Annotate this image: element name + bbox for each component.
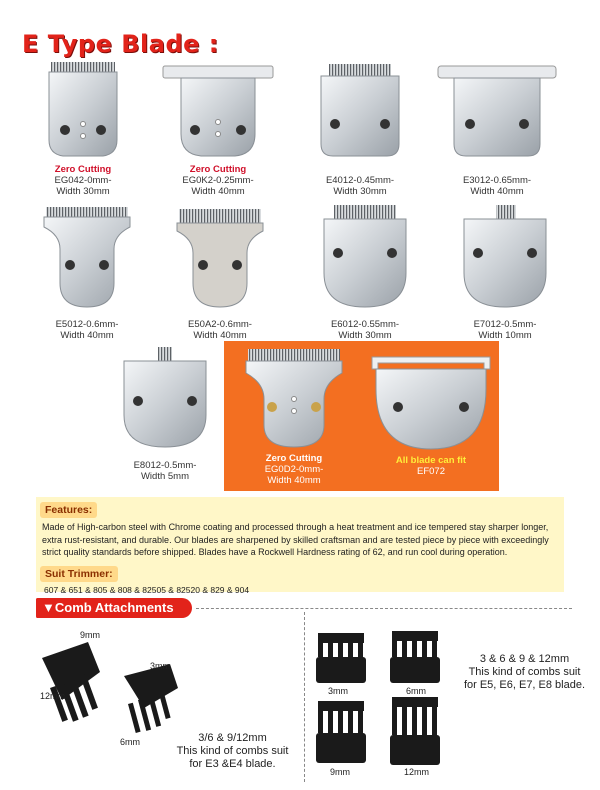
comb-note-line: 3 & 6 & 9 & 12mm xyxy=(479,653,570,665)
all-blade-fit-label: All blade can fit xyxy=(395,455,467,466)
suit-trimmer-models: 607 & 651 & 805 & 808 & 82505 & 82520 & 829 & 904 xyxy=(44,584,250,595)
zero-cutting-label: Zero Cutting xyxy=(54,164,112,175)
product-e4012 xyxy=(295,60,425,197)
product-width: Width 10mm xyxy=(478,330,532,341)
blade-image xyxy=(32,203,142,311)
comb-note-line: This kind of combs suit xyxy=(176,745,289,757)
product-width: Width 40mm xyxy=(193,330,247,341)
blade-image xyxy=(110,345,220,450)
comb-attachments-header: ▼Comb Attachments xyxy=(36,598,192,618)
comb-note-right xyxy=(452,653,597,692)
blade-image xyxy=(153,60,283,160)
blade-image xyxy=(33,60,133,160)
comb-size-label: 6mm xyxy=(120,737,140,747)
product-width: Width 5mm xyxy=(140,471,190,482)
features-label: Features: xyxy=(40,502,97,518)
divider xyxy=(196,608,572,609)
product-width: Width 30mm xyxy=(338,330,392,341)
product-width: Width 40mm xyxy=(267,475,321,486)
product-width: Width 40mm xyxy=(470,186,524,197)
comb-size-label: 12mm xyxy=(404,767,430,777)
comb-image-right xyxy=(310,625,450,780)
comb-size-label: 9mm xyxy=(80,630,100,640)
product-width: Width 40mm xyxy=(191,186,245,197)
product-model: E3012-0.65mm- xyxy=(462,175,532,186)
product-model: E6012-0.55mm- xyxy=(330,319,400,330)
product-model: E7012-0.5mm- xyxy=(473,319,537,330)
product-e7012 xyxy=(440,203,570,341)
product-e50a2 xyxy=(155,203,285,341)
comb-note-line: 3/6 & 9/12mm xyxy=(198,732,267,744)
featured-panel xyxy=(224,341,499,491)
product-e6012 xyxy=(300,203,430,341)
page-title: E Type Blade : xyxy=(22,30,219,58)
product-model: E8012-0.5mm- xyxy=(133,460,197,471)
product-model: EG042-0mm- xyxy=(54,175,112,186)
comb-size-label: 3mm xyxy=(328,686,348,696)
product-width: Width 30mm xyxy=(333,186,387,197)
comb-size-label: 12mm xyxy=(40,691,66,701)
product-e5012 xyxy=(22,203,152,341)
comb-note-line: This kind of combs suit xyxy=(468,666,581,678)
blade-image xyxy=(366,349,496,453)
blade-image xyxy=(310,203,420,311)
blade-image xyxy=(305,60,415,160)
features-text: Made of High-carbon steel with Chrome coating and processed through a heat treatment and ice tempered stay sharper longer, extra rust-resistant, and durable. Our blades are sharpened by skilled craftsman and are tested piece by piece with exceedingly strict quality standards before shipped. Blades have a Rockwell Hardness rating of 62, and run cool during operation. xyxy=(42,522,549,557)
comb-note-line: for E5, E6, E7, E8 blade. xyxy=(463,679,586,691)
product-model: E5012-0.6mm- xyxy=(55,319,119,330)
blade-image xyxy=(165,203,275,311)
comb-size-label: 3mm xyxy=(150,661,170,671)
suit-trimmer-label: Suit Trimmer: xyxy=(40,566,118,582)
product-e3012 xyxy=(432,60,562,197)
comb-note-left xyxy=(165,732,300,771)
features-box xyxy=(36,497,564,595)
product-model: EF072 xyxy=(417,466,445,477)
divider xyxy=(304,612,305,782)
comb-size-label: 9mm xyxy=(330,767,350,777)
product-eg042 xyxy=(18,60,148,197)
product-e8012 xyxy=(100,345,230,482)
product-eg0d2 xyxy=(229,345,359,486)
comb-note-line: for E3 &E4 blade. xyxy=(189,758,276,770)
blade-image xyxy=(234,345,354,449)
zero-cutting-label: Zero Cutting xyxy=(189,164,247,175)
comb-size-label: 6mm xyxy=(406,686,426,696)
comb-image-left xyxy=(28,628,198,748)
product-eg0k2 xyxy=(153,60,283,197)
zero-cutting-label: Zero Cutting xyxy=(265,453,323,464)
product-model: EG0K2-0.25mm- xyxy=(182,175,254,186)
blade-image xyxy=(450,203,560,311)
blade-image xyxy=(432,60,562,160)
product-model: E4012-0.45mm- xyxy=(325,175,395,186)
product-ef072 xyxy=(366,349,496,477)
product-model: E50A2-0.6mm- xyxy=(188,319,252,330)
product-model: EG0D2-0mm- xyxy=(264,464,324,475)
product-width: Width 30mm xyxy=(56,186,110,197)
product-width: Width 40mm xyxy=(60,330,114,341)
